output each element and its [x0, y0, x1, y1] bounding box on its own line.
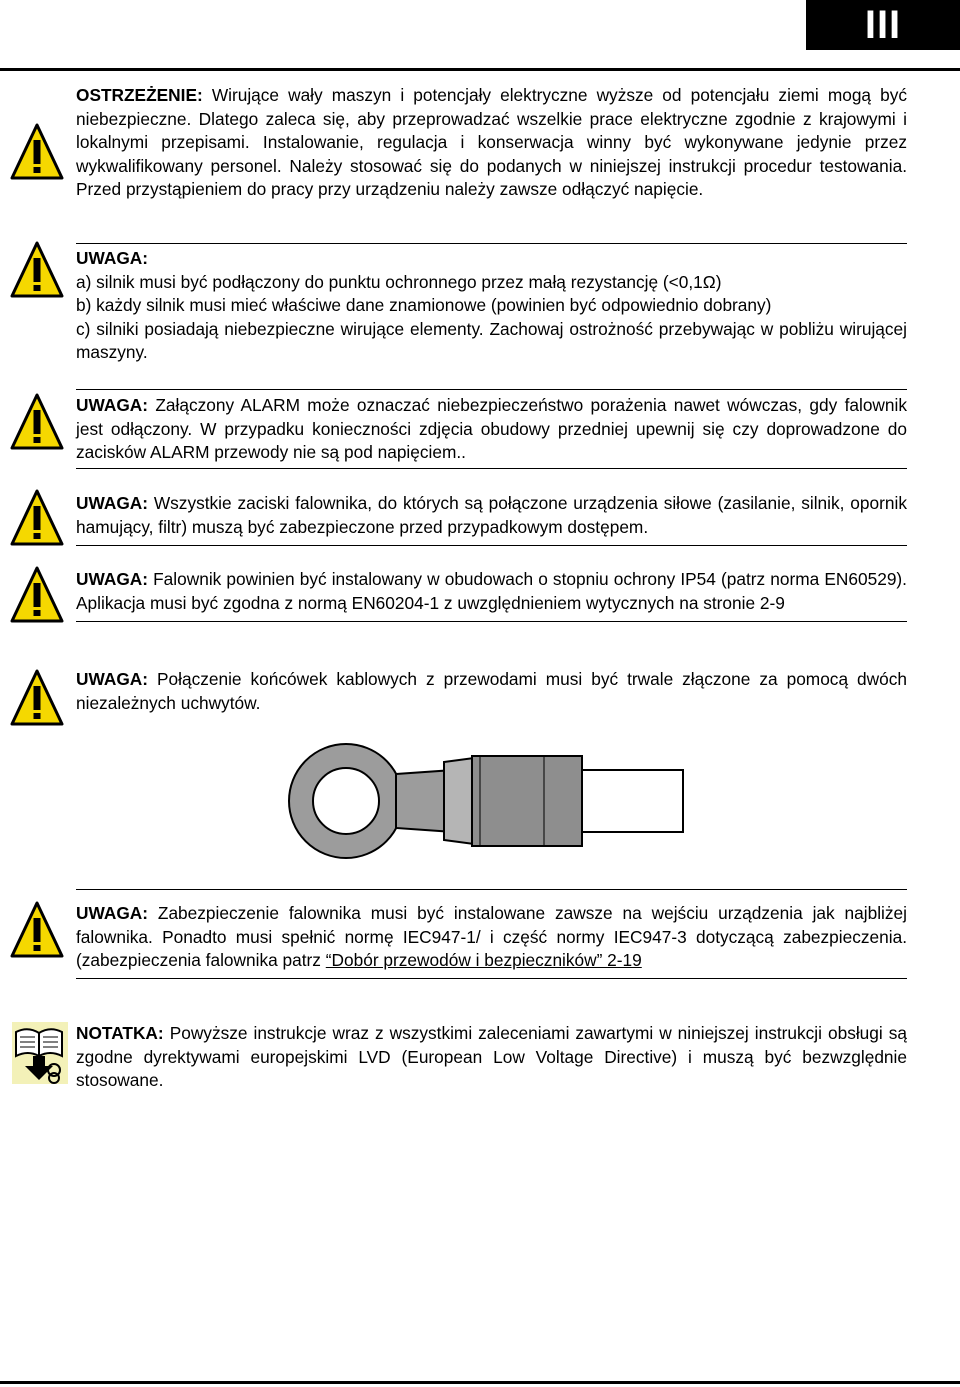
warning-triangle-icon [8, 668, 66, 728]
divider [76, 468, 907, 469]
section-label: UWAGA: [76, 903, 148, 923]
divider [76, 389, 907, 390]
warning-triangle-icon [8, 565, 66, 625]
section-label: UWAGA: [76, 395, 148, 415]
section-label: UWAGA: [76, 569, 148, 589]
divider [76, 889, 907, 890]
section-text: Wszystkie zaciski falownika, do których są połączone urządzenia siłowe (zasilanie, silnik, opornik hamujący, filtr) muszą być zabezpieczone przed przypadkowym dostępem. [76, 493, 907, 537]
section-text: Połączenie końcówek kablowych z przewodami musi być trwale złączone za pomocą dwóch niezależnych uchwytów. [76, 669, 907, 713]
section-text: Falownik powinien być instalowany w obudowach o stopniu ochrony IP54 (patrz norma EN60529). Aplikacja musi być zgodna z normą EN60204-1 z uwzględnieniem wytycznych na stronie 2-9 [76, 569, 907, 613]
section-label: OSTRZEŻENIE: [76, 85, 203, 105]
section-text: Wirujące wały maszyn i potencjały elektryczne wyższe od potencjału ziemi mogą być niebezpieczne. Dlatego zaleca się, aby przeprowadzać wszelkie prace elektryczne zgodnie z krajowymi i lokalnymi przepisami. Instalowanie, regulacja i konserwacja winny być wykonywane jedynie przez wykwalifikowany personel. Należy stosować się do podanych w niniejszej instrukcji procedur testowania. Przed przystąpieniem do pracy przy urządzeniu należy zawsze odłączyć napięcie. [76, 85, 907, 199]
section-label: UWAGA: [76, 669, 148, 689]
section-label: NOTATKA: [76, 1023, 164, 1043]
section-uwaga-koncowki [76, 668, 907, 715]
note-book-icon [12, 1022, 68, 1084]
section-label: UWAGA: [76, 248, 148, 268]
reference-link[interactable]: “Dobór przewodów i bezpieczników” 2-19 [325, 950, 642, 970]
line-b: b) każdy silnik musi mieć właściwe dane znamionowe (powinien być odpowiednio dobrany) [76, 295, 772, 315]
warning-triangle-icon [8, 900, 66, 960]
section-text: Załączony ALARM może oznaczać niebezpieczeństwo porażenia nawet wówczas, gdy falownik jest odłączony. W przypadku konieczności zdjęcia obudowy przedniej upewnij się czy doprowadzone do zacisków ALARM przewody nie są pod napięciem.. [76, 395, 908, 462]
section-uwaga-motor [76, 243, 907, 365]
line-c: c) silniki posiadają niebezpieczne wirujące elementy. Zachowaj ostrożność przebywając w pobliżu wirującej maszyny. [76, 318, 907, 362]
section-uwaga-alarm [76, 389, 907, 469]
section-text: Zabezpieczenie falownika musi być instalowane zawsze na wejściu urządzenia jak najbliżej falownika. Ponadto musi spełnić normę IEC947-1/ i część normy IEC947-3 dotyczącą zabezpieczenia. (zabezpieczenia falownika patrz [76, 903, 907, 970]
section-text: Powyższe instrukcje wraz z wszystkimi zaleceniami zawartymi w niniejszej instrukcji obsługi są zgodne dyrektywami europejskimi LVD (European Low Voltage Directive) i muszą być bezwzględnie stosowane. [76, 1023, 907, 1090]
divider [76, 545, 907, 546]
warning-triangle-icon [8, 392, 66, 452]
line-a: a) silnik musi być podłączony do punktu ochronnego przez małą rezystancję (<0,1Ω) [76, 271, 722, 292]
chapter-tab: III [806, 0, 960, 50]
divider [76, 621, 907, 622]
section-label: UWAGA: [76, 493, 148, 513]
warning-triangle-icon [8, 240, 66, 300]
ring-terminal-illustration [284, 740, 686, 862]
section-uwaga-ip54 [76, 568, 907, 622]
section-uwaga-zaciski [76, 492, 907, 546]
divider [76, 978, 907, 979]
bottom-rule [0, 1381, 960, 1384]
section-uwaga-zabezpieczenie [76, 889, 907, 979]
warning-triangle-icon [8, 122, 66, 182]
divider [76, 243, 907, 244]
section-ostrzezenie [76, 84, 907, 202]
warning-triangle-icon [8, 488, 66, 548]
top-rule [0, 68, 960, 71]
section-notatka [76, 1022, 907, 1093]
